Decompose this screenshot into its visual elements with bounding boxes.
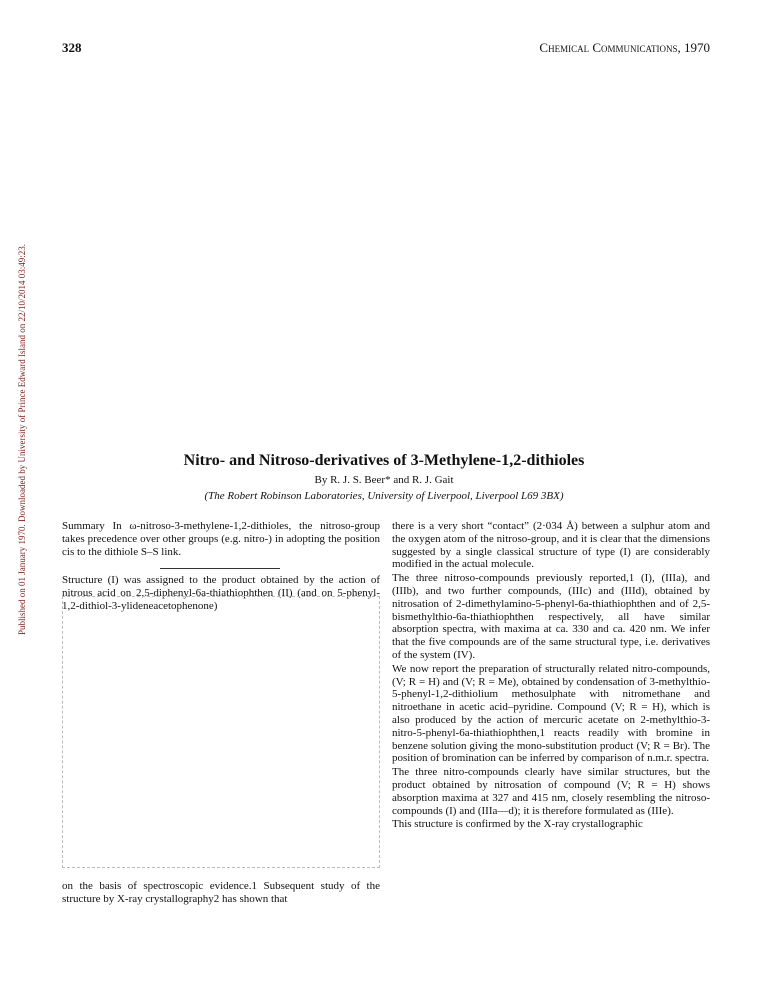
summary-divider [160, 568, 280, 569]
right-paragraph-2: The three nitroso-compounds previously reported,1 (I), (IIIa), and (IIIb), and two further compounds, (IIIc) and (IIId), obtained by nitrosation of 2-dimethylamino-5-phenyl-6a-thiathiophthen and of 2,5-bismethylthio-6a-thiathiophthen respectively, all have similar absorption spectra, with maxima at ca. 330 and ca. 420 nm. We infer that the five compounds are of the same structural type, i.e. derivatives of the system (IV). [392, 572, 710, 661]
page-number: 328 [62, 40, 82, 55]
article-affiliation: (The Robert Robinson Laboratories, University of Liverpool, Liverpool L69 3BX) [204, 490, 564, 502]
right-column [392, 520, 710, 832]
article-authors: By R. J. S. Beer* and R. J. Gait [314, 474, 454, 486]
right-paragraph-1: there is a very short “contact” (2·034 Å) between a sulphur atom and the oxygen atom of the nitroso-group, and it is clear that the dimensions suggested by a single classical structure of type (I) are considerably modified in the actual molecule. [392, 520, 710, 571]
chemical-structures-figure [62, 596, 380, 868]
summary-paragraph: Summary In ω-nitroso-3-methylene-1,2-dithioles, the nitroso-group takes precedence over other groups (e.g. nitro-) in adopting the position cis to the dithiole S–S link. [62, 520, 380, 558]
structure-paragraph: Structure (I) was assigned to the product obtained by the action of nitrous acid on 2,5-diphenyl-6a-thiathiophthen (II) (and on 5-phenyl-1,2-dithiol-3-ylideneacetophenone) [62, 574, 380, 612]
left-bottom-paragraph: on the basis of spectroscopic evidence.1 Subsequent study of the structure by X-ray crystallography2 has shown that [62, 880, 380, 905]
right-paragraph-4: The three nitro-compounds clearly have similar structures, but the product obtained by nitrosation of compound (V; R = H) shows absorption maxima at 327 and 415 nm, closely resembling the nitroso-compounds (I) and (IIIa—d); it is therefore formulated as (IIIe). [392, 766, 710, 817]
running-header: Chemical Communications, 1970 [539, 40, 710, 55]
right-paragraph-3: We now report the preparation of structurally related nitro-compounds, (V; R = H) and (V; R = Me), obtained by condensation of 3-methylthio-5-phenyl-1,2-dithiolium methosulphate with nitromethane and nitroethane in acetic acid–pyridine. Compound (V; R = H), which is also produced by the action of mercuric acetate on 2-methylthio-3-nitro-5-phenyl-6a-thiathiophthen,1 reacts readily with bromine in benzene solution giving the mono-substitution product (V; R = Br). The position of bromination can be inferred by comparison of n.m.r. spectra. [392, 662, 710, 765]
download-note: Published on 01 January 1970. Downloaded by University of Prince Edward Island on 22/10/2014 03:49:23. [17, 244, 27, 635]
article-title: Nitro- and Nitroso-derivatives of 3-Methylene-1,2-dithioles [183, 452, 585, 469]
right-paragraph-5: This structure is confirmed by the X-ray crystallographic [392, 818, 643, 831]
